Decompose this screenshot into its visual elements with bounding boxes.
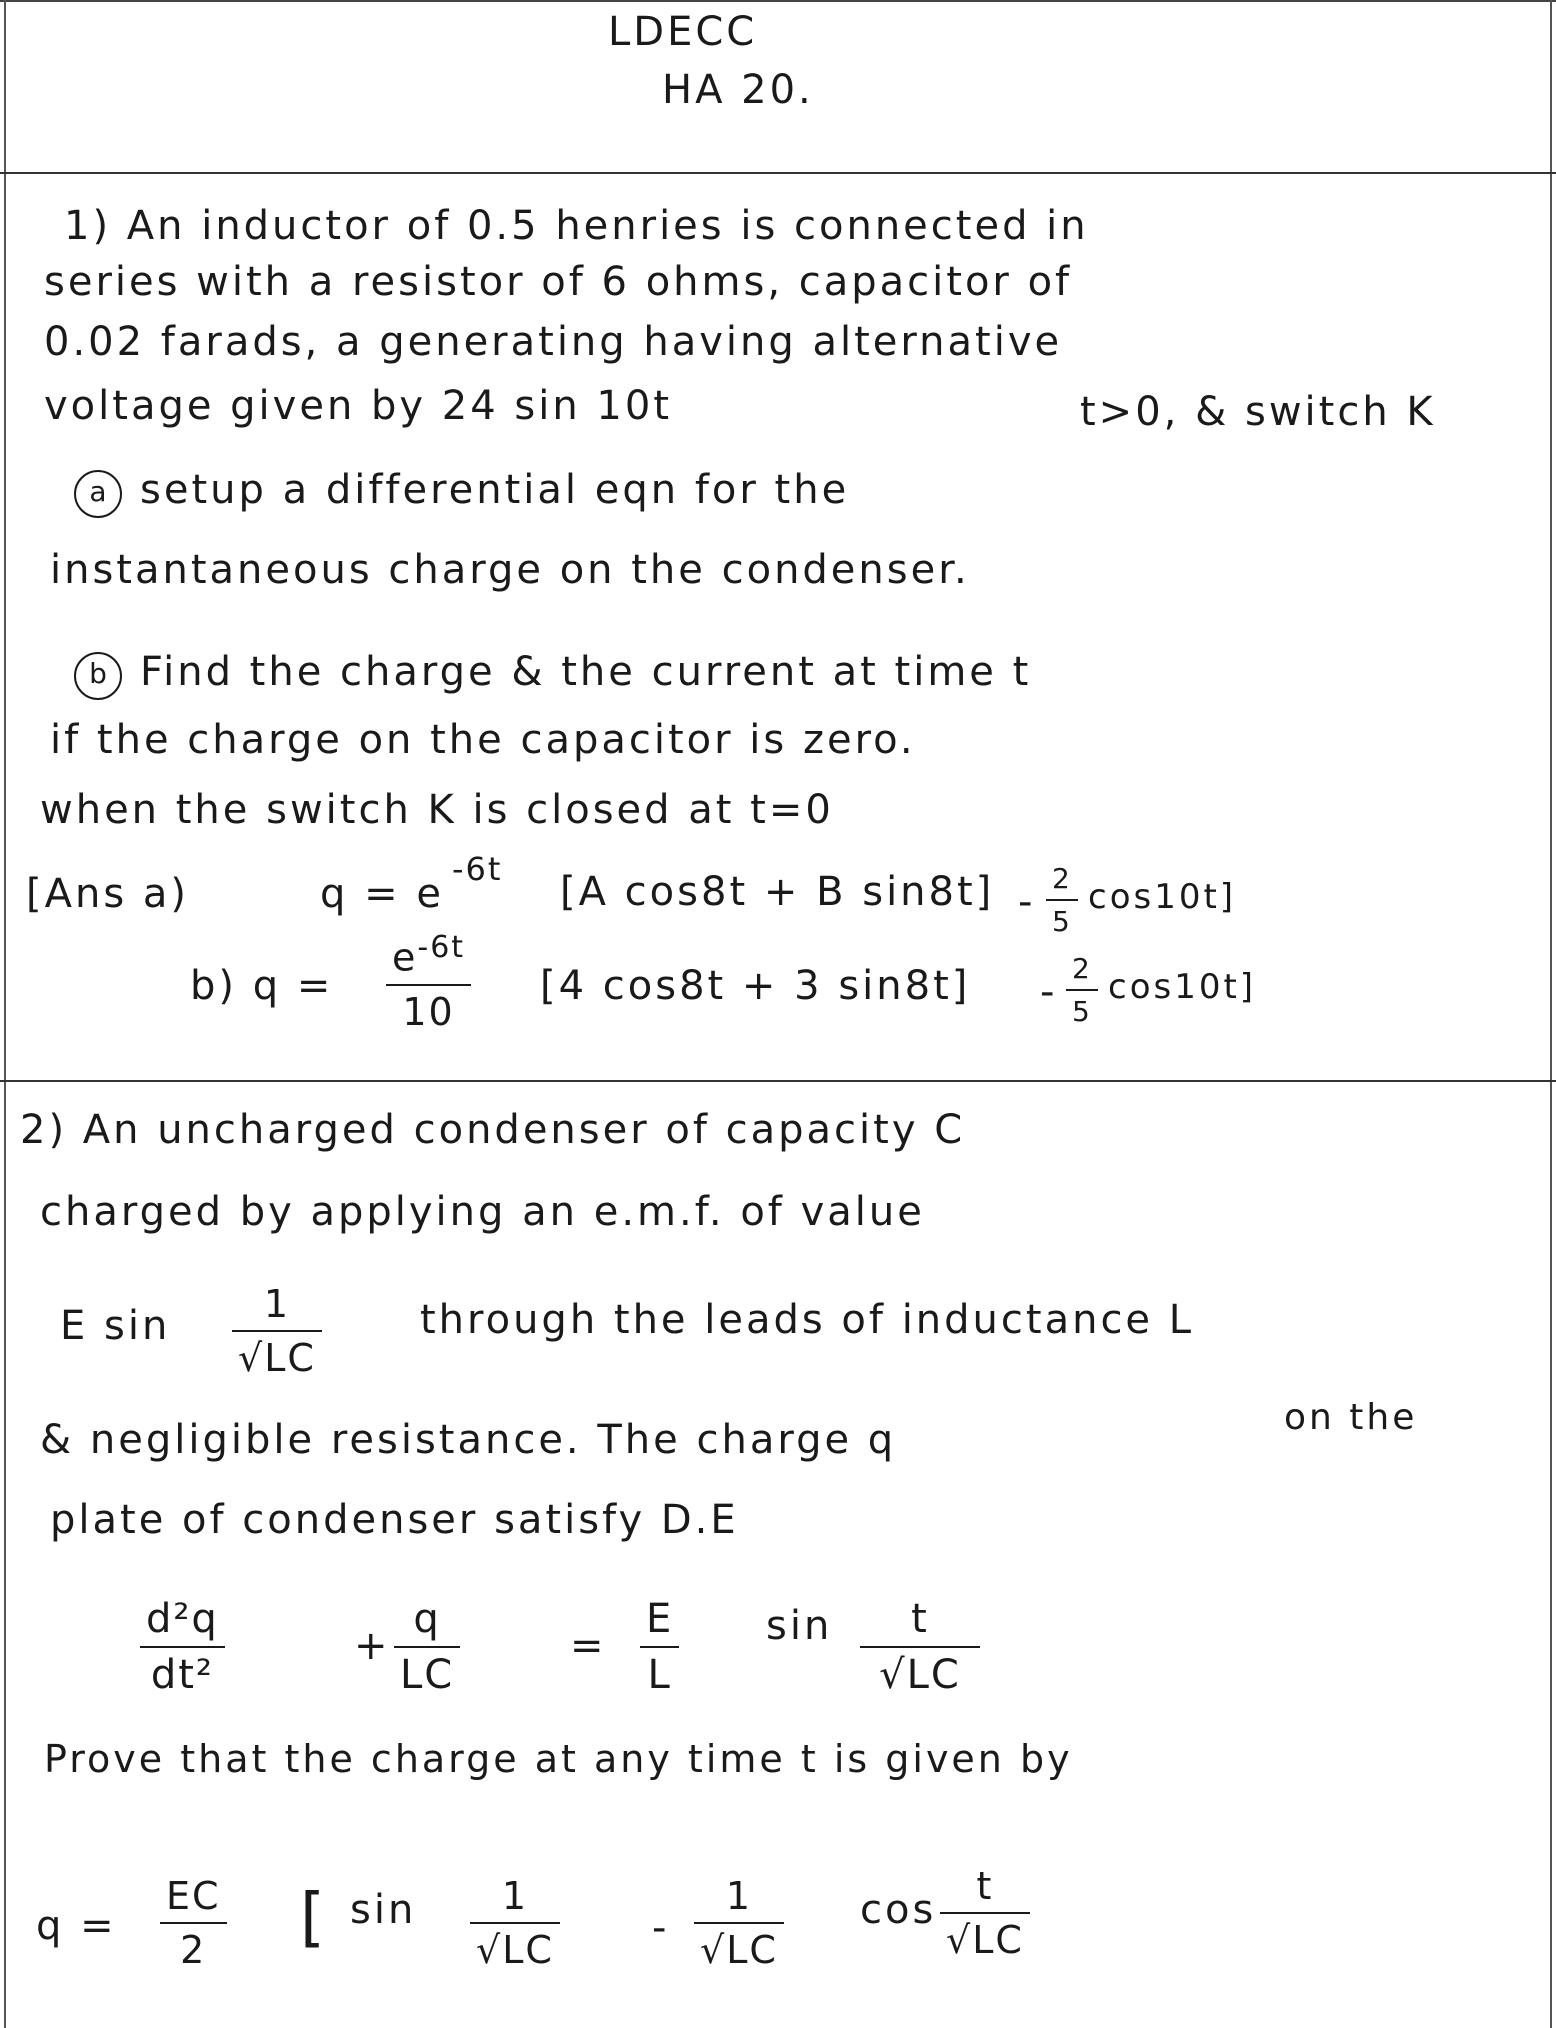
q1-line3: 0.02 farads, a generating having alternative: [44, 319, 1063, 365]
q1-line4-condition: t>0, & switch K: [1080, 389, 1436, 435]
header-assignment: HA 20.: [662, 67, 814, 113]
de-fraction-1: [140, 1596, 225, 1698]
q2-line5: plate of condenser satisfy D.E: [50, 1497, 739, 1543]
part-b-line2: if the charge on the capacitor is zero.: [50, 717, 916, 763]
de-frac2-den: LC: [400, 1652, 455, 1698]
de-frac4-den: √LC: [879, 1652, 961, 1698]
answer-a-lhs: q = e: [320, 871, 444, 917]
answer-a-label: [Ans a): [26, 871, 189, 917]
q2-line2: charged by applying an e.m.f. of value: [40, 1189, 925, 1235]
q2-line4: & negligible resistance. The charge q: [40, 1417, 897, 1463]
de-plus: +: [354, 1623, 391, 1669]
de-frac2-num: q: [413, 1596, 441, 1642]
answer-b-minus: -: [1040, 969, 1058, 1015]
fraction-bar: [640, 1646, 679, 1648]
answer-a-tail: cos10t]: [1088, 877, 1237, 917]
final-frac3-num: 1: [725, 1874, 753, 1918]
part-b-line3: when the switch K is closed at t=0: [40, 787, 834, 833]
q2-line3-lhs: E sin: [60, 1303, 171, 1349]
top-border: [0, 0, 1556, 2]
question-divider: [0, 1080, 1556, 1082]
answer-b-den: 10: [402, 989, 455, 1034]
final-fraction-1: [160, 1874, 227, 1972]
answer-b-tail: cos10t]: [1108, 967, 1257, 1007]
q2-line1: 2) An uncharged condenser of capacity C: [20, 1107, 966, 1153]
answer-b-num: e: [392, 935, 418, 980]
right-border: [1550, 0, 1552, 2028]
fraction-bar: [232, 1330, 322, 1332]
prove-line: Prove that the charge at any time t is given by: [44, 1737, 1073, 1781]
fraction-bar: [1066, 989, 1098, 991]
part-a-marker: a: [74, 470, 122, 518]
answer-b-label: b) q =: [190, 963, 334, 1009]
fraction-bar: [394, 1646, 460, 1648]
answer-b-fraction: [386, 930, 471, 1034]
fraction-bar: [470, 1922, 560, 1924]
fraction-bar: [1046, 899, 1078, 901]
answer-a-fraction: [1046, 862, 1078, 938]
de-sin: sin: [766, 1603, 833, 1649]
final-open-bracket: [: [300, 1881, 328, 1955]
de-frac1-num: d²q: [146, 1596, 219, 1642]
final-lhs: q =: [36, 1903, 117, 1949]
final-minus: -: [652, 1905, 670, 1951]
final-frac2-den: √LC: [476, 1928, 554, 1972]
part-b-marker: b: [74, 652, 122, 700]
de-fraction-3: [640, 1596, 679, 1698]
answer-b-frac-num: 2: [1072, 952, 1092, 985]
final-cos: cos: [860, 1887, 937, 1933]
answer-a-frac-den: 5: [1052, 905, 1072, 938]
q1-line1: 1) An inductor of 0.5 henries is connected in: [64, 203, 1089, 249]
answer-a-bracket: [A cos8t + B sin8t]: [560, 869, 995, 915]
answer-b-small-fraction: [1066, 952, 1098, 1028]
answer-b-num-exponent: -6t: [417, 930, 466, 965]
de-equals: =: [570, 1623, 607, 1669]
header-divider: [0, 172, 1556, 174]
final-fraction-2: [470, 1874, 560, 1972]
part-b-line1: Find the charge & the current at time t: [140, 649, 1032, 695]
de-frac3-den: L: [647, 1652, 672, 1698]
final-frac4-num: t: [976, 1864, 994, 1908]
part-a-line2: instantaneous charge on the condenser.: [50, 547, 970, 593]
part-a-line1: setup a differential eqn for the: [140, 467, 850, 513]
final-frac4-den: √LC: [946, 1918, 1024, 1962]
final-frac1-num: EC: [166, 1874, 221, 1918]
q2-line3-fraction: [232, 1282, 322, 1380]
final-frac1-den: 2: [180, 1928, 207, 1972]
answer-b-bracket: [4 cos8t + 3 sin8t]: [540, 963, 971, 1009]
de-frac1-den: dt²: [150, 1652, 214, 1698]
fraction-bar: [160, 1922, 227, 1924]
q2-line3-frac-num: 1: [263, 1282, 291, 1326]
left-border: [4, 0, 6, 2028]
q1-line4: voltage given by 24 sin 10t: [44, 383, 673, 429]
de-frac4-num: t: [911, 1596, 929, 1642]
final-fraction-3: [694, 1874, 784, 1972]
fraction-bar: [940, 1912, 1030, 1914]
fraction-bar: [860, 1646, 980, 1648]
header-course: LDECC: [608, 9, 758, 55]
answer-a-exponent: -6t: [452, 850, 503, 888]
answer-b-frac-den: 5: [1072, 995, 1092, 1028]
final-frac2-num: 1: [501, 1874, 529, 1918]
final-sin: sin: [350, 1887, 417, 1933]
answer-a-minus: -: [1018, 879, 1036, 925]
final-fraction-4: [940, 1864, 1030, 1962]
de-fraction-4: [860, 1596, 980, 1698]
q2-line3-rest: through the leads of inductance L: [420, 1297, 1195, 1343]
de-fraction-2: [394, 1596, 460, 1698]
final-frac3-den: √LC: [700, 1928, 778, 1972]
q2-line3-frac-den: √LC: [238, 1336, 316, 1380]
q1-line2: series with a resistor of 6 ohms, capacitor of: [44, 259, 1073, 305]
fraction-bar: [386, 984, 471, 986]
de-frac3-num: E: [646, 1596, 674, 1642]
fraction-bar: [140, 1646, 225, 1648]
answer-a-frac-num: 2: [1052, 862, 1072, 895]
q2-line4-end: on the: [1284, 1397, 1418, 1438]
fraction-bar: [694, 1922, 784, 1924]
